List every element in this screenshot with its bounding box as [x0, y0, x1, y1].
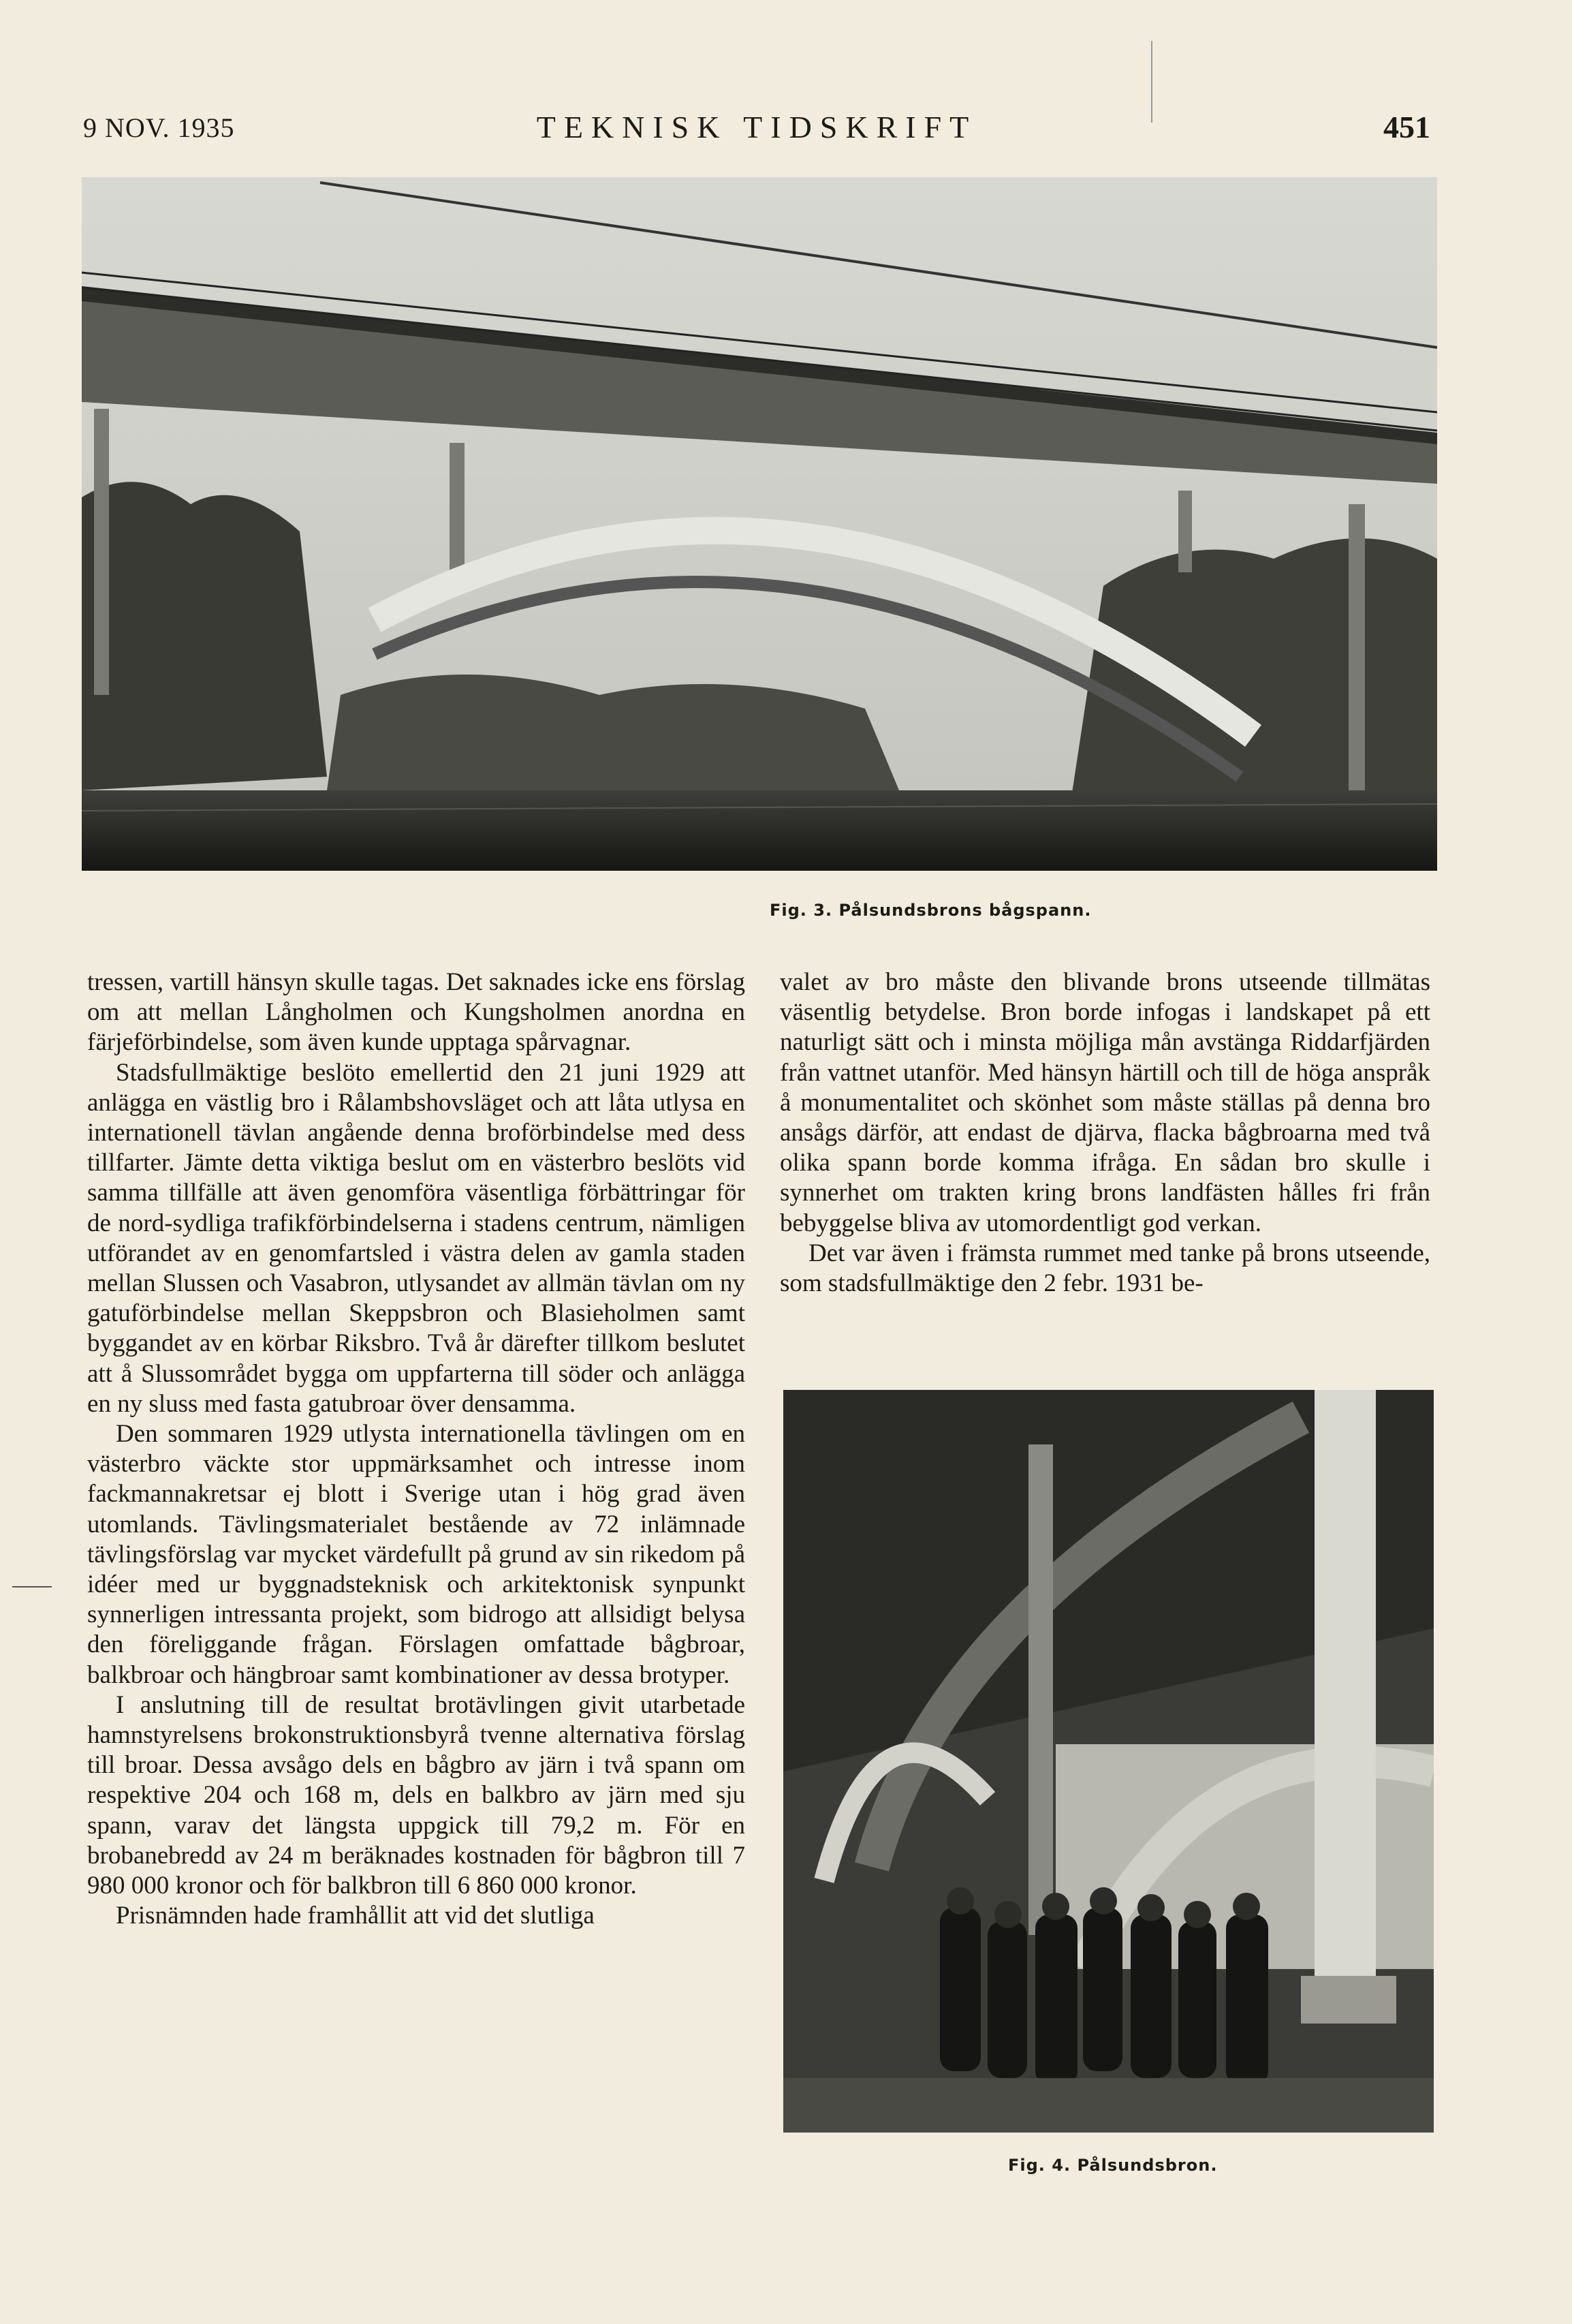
figure-4-bridge-group-photo	[783, 1390, 1434, 2133]
figure-4-caption: Fig. 4. Pålsundsbron.	[1008, 2156, 1218, 2175]
paragraph: Prisnämnden hade framhållit att vid det slutliga	[116, 1902, 595, 1930]
article-left-column	[87, 967, 745, 1932]
figure-3-caption: Fig. 3. Pålsundsbrons bågspann.	[770, 901, 1092, 920]
paragraph: tressen, vartill hänsyn skulle tagas. Det saknades icke ens förslag om att mellan Långholmen och Kungsholmen anordna en färjeförbindelse, som även kunde upptaga spårvagnar.	[87, 968, 745, 1057]
under-bridge-illustration	[783, 1390, 1434, 2133]
issue-date: 9 NOV. 1935	[83, 112, 235, 143]
bridge-arch-illustration	[82, 177, 1437, 871]
paragraph: valet av bro måste den blivande brons utseende tillmätas väsentlig betydelse. Bron borde infogas i landskapet på ett naturligt sätt och i minsta möjliga mån avstänga Riddarfjärden från vattnet utanför. Med hänsyn härtill och till de höga anspråk å monumentalitet och skönhet som måste ställas på denna bro ansågs därför, att endast de djärva, flacka bågbroarna med två olika spann borde komma ifråga. En sådan bro skulle i synnerhet om trakten kring brons landfästen hålles fri från bebyggelse bliva av utomordentligt god verkan.	[780, 968, 1430, 1237]
paragraph: I anslutning till de resultat brotävlingen givit utarbetade hamnstyrelsens brokonstruktionsbyrå tvenne alternativa förslag till broar. Dessa avsågo dels en bågbro av järn i två spann om respektive 204 och 168 m, dels en balkbro av järn med sju spann, varav det längsta uppgick till 79,2 m. För en brobanebredd av 24 m beräknades kostnaden för bågbron till 7 980 000 kronor och för balkbron till 6 860 000 kronor.	[87, 1690, 745, 1900]
paragraph: Det var även i främsta rummet med tanke på brons utseende, som stadsfullmäktige den 2 febr. 1931 be-	[780, 1239, 1430, 1298]
figure-3-bridge-arch-photo	[82, 177, 1437, 871]
running-header	[83, 102, 1430, 157]
paragraph: Den sommaren 1929 utlysta internationella tävlingen om en västerbro väckte stor uppmärksamhet och intresse inom fackmannakretsar ej blott i Sverige utan i hög grad även utomlands. Tävlingsmaterialet bestående av 72 inlämnade tävlingsförslag var mycket värdefullt på grund av sin rikedom på idéer med ur byggnadsteknisk och arkitektonisk synpunkt synnerligen intressanta projekt, som bidrogo att allsidigt belysa den föreliggande frågan. Förslagen omfattade bågbroar, balkbroar och hängbroar samt kombinationer av dessa brotyper.	[87, 1420, 745, 1689]
page-number: 451	[1383, 110, 1430, 144]
margin-mark	[12, 1586, 52, 1587]
article-right-column	[780, 967, 1430, 1299]
paragraph: Stadsfullmäktige beslöto emellertid den 21 juni 1929 att anlägga en västlig bro i Rålambshovsläget och att låta utlysa en internationell tävlan angående denna broförbindelse med dess tillfarter. Jämte detta viktiga beslut om en västerbro beslöts vid samma tillfälle att även genomföra väsentliga förbättringar för de nord-sydliga trafikförbindelserna i stadens centrum, nämligen utförandet av en genomfartsled i västra delen av gamla staden mellan Slussen och Vasabron, utlysandet av allmän tävlan om ny gatuförbindelse mellan Skeppsbron och Blasieholmen samt byggandet av en körbar Riksbro. Två år därefter tillkom beslutet att å Slussområdet bygga om uppfarterna till söder och anlägga en ny sluss med fasta gatubroar över densamma.	[87, 1058, 745, 1418]
journal-title: TEKNISK TIDSKRIFT	[536, 110, 977, 144]
